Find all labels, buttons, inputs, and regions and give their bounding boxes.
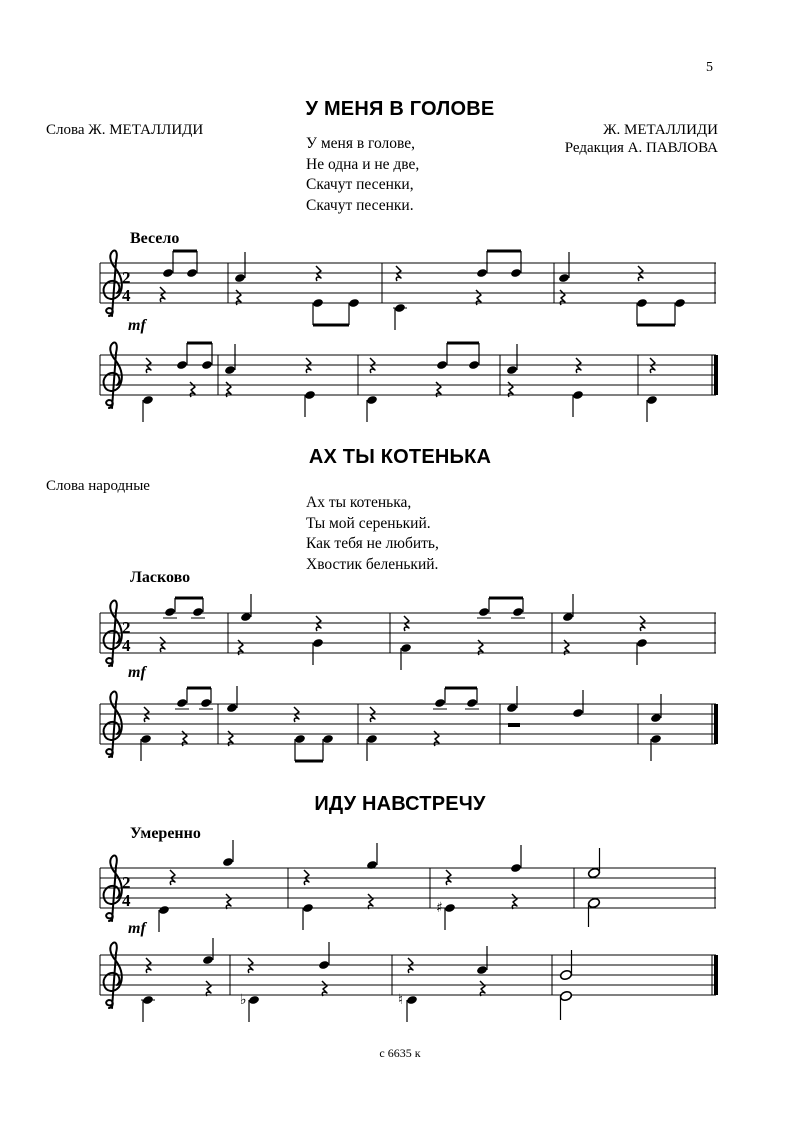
dynamic-mf: mf [128,920,146,937]
svg-text:2: 2 [122,268,131,287]
tempo-marking-2: Ласково [130,569,191,586]
verse-line: Как тебя не любить, [306,535,439,552]
verse-line: У меня в голове, [306,135,416,152]
tempo-marking-1: Весело [130,230,180,247]
song-title-2: АХ ТЫ КОТЕНЬКА [308,446,492,468]
verse-line: Скачут песенки. [306,196,414,214]
svg-text:4: 4 [122,636,131,655]
svg-text:♮: ♮ [398,992,404,1008]
composer-1: Ж. МЕТАЛЛИДИ [603,122,718,138]
svg-text:4: 4 [122,891,131,910]
verse-line: Ты мой серенький. [306,514,431,532]
svg-text:2: 2 [122,618,131,637]
song-title-3: ИДУ НАВСТРЕЧУ [314,793,486,815]
verse-line: Не одна и не две, [306,155,420,173]
staff-song3-line2 [100,938,716,1022]
staff-song1-line2 [100,342,716,422]
staff-song1-line1 [100,250,716,334]
lyricist-1: Слова Ж. МЕТАЛЛИДИ [46,122,204,138]
staff-song2-line1 [100,594,716,681]
lyricist-2: Слова народные [46,478,150,494]
staff-song3-line1 [100,840,716,937]
publisher-code: с 6635 к [379,1046,421,1060]
dynamic-mf: mf [128,317,146,334]
staff-song2-line2 [100,686,716,761]
svg-text:2: 2 [122,873,131,892]
verse-line: Ах ты котенька, [306,494,412,511]
song-title-1: У МЕНЯ В ГОЛОВЕ [305,98,495,120]
verse-line: Скачут песенки, [306,176,414,193]
page-number: 5 [706,60,713,75]
dynamic-mf: mf [128,664,146,681]
editor-1: Редакция А. ПАВЛОВА [564,140,718,156]
verse-line: Хвостик беленький. [306,555,439,573]
svg-text:♯: ♯ [436,900,443,916]
svg-text:♭: ♭ [240,992,247,1008]
tempo-marking-3: Умеренно [130,825,201,842]
svg-text:4: 4 [122,286,131,305]
